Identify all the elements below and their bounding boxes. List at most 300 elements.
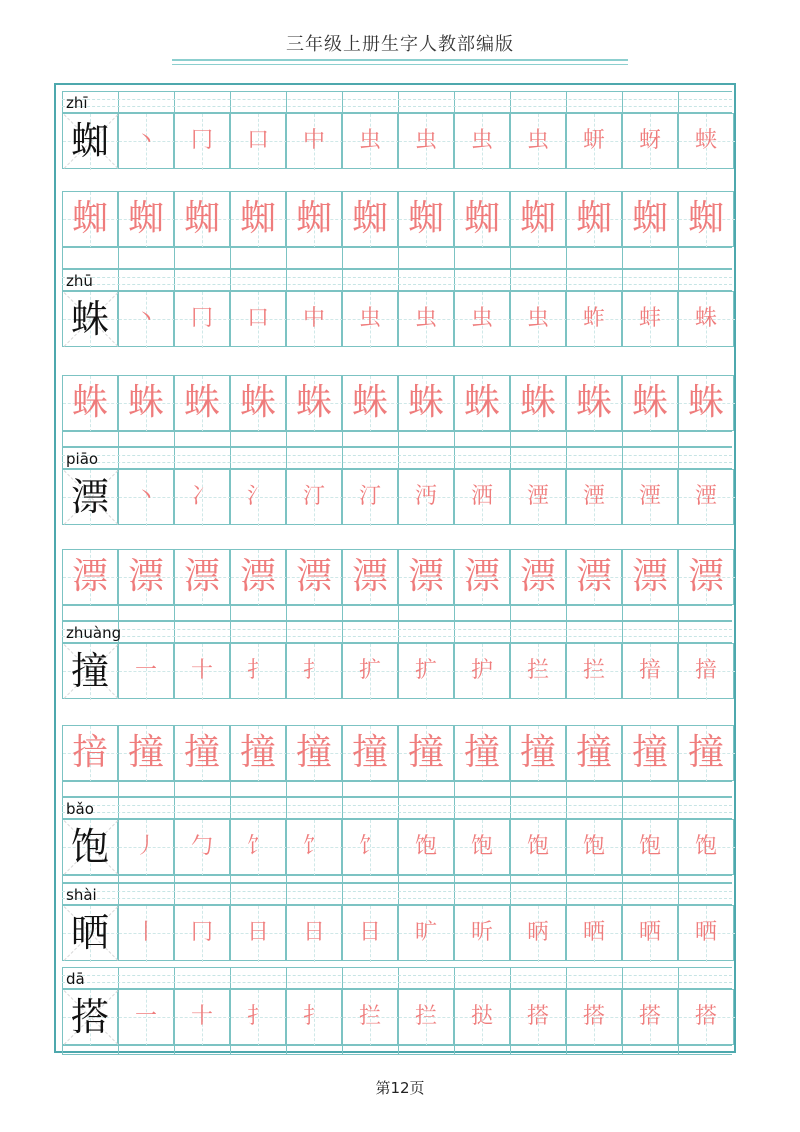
stroke-order-row (62, 113, 732, 169)
trace-character: 日 (358, 920, 381, 945)
stroke-cell (454, 113, 510, 169)
pinyin-row (62, 621, 732, 643)
trace-character: 洒 (470, 484, 493, 509)
trace-character: 沔 (414, 484, 437, 509)
trace-character: 冂 (190, 128, 213, 153)
trace-cell (678, 725, 734, 781)
stroke-cell (230, 905, 286, 961)
stroke-cell (678, 819, 734, 875)
model-character: 撞 (70, 649, 109, 693)
trace-cell (566, 549, 622, 605)
trace-cell (62, 191, 118, 247)
stroke-cell (566, 643, 622, 699)
guide-row (62, 605, 732, 621)
trace-character: 蚜 (638, 128, 661, 153)
trace-cell (566, 191, 622, 247)
worksheet-frame (54, 83, 736, 1053)
trace-character: 扌 (246, 658, 269, 683)
stroke-cell (398, 989, 454, 1045)
stroke-cell (174, 469, 230, 525)
trace-character: 蜘 (127, 198, 164, 239)
stroke-cell (174, 113, 230, 169)
tracing-row (62, 549, 732, 605)
stroke-cell (678, 643, 734, 699)
trace-character: 日 (246, 920, 269, 945)
model-character: 搭 (70, 995, 109, 1039)
stroke-cell (398, 469, 454, 525)
trace-cell (454, 375, 510, 431)
trace-cell (286, 725, 342, 781)
stroke-cell (566, 291, 622, 347)
trace-character: 饱 (414, 834, 437, 859)
stroke-order-row (62, 819, 732, 875)
model-character: 蜘 (70, 119, 109, 163)
stroke-cell (622, 819, 678, 875)
trace-character: 湮 (582, 484, 605, 509)
model-cell (62, 819, 118, 875)
title-divider-thin (172, 64, 628, 65)
trace-character: 漂 (631, 556, 668, 597)
trace-character: 中 (302, 128, 325, 153)
trace-cell (118, 549, 174, 605)
trace-character: 搭 (582, 1004, 605, 1029)
stroke-cell (342, 819, 398, 875)
trace-cell (62, 725, 118, 781)
trace-character: 十 (190, 1004, 213, 1029)
trace-character: 蚈 (582, 128, 605, 153)
trace-character: 蜘 (575, 198, 612, 239)
trace-cell (566, 725, 622, 781)
stroke-order-row (62, 643, 732, 699)
trace-character: 漂 (295, 556, 332, 597)
trace-cell (118, 191, 174, 247)
stroke-cell (398, 113, 454, 169)
trace-character: 汀 (302, 484, 325, 509)
pinyin-row (62, 447, 732, 469)
trace-character: 口 (246, 128, 269, 153)
trace-character: 冂 (190, 920, 213, 945)
trace-cell (342, 725, 398, 781)
trace-character: 搭 (638, 1004, 661, 1029)
trace-character: 扌 (302, 658, 325, 683)
stroke-cell (622, 643, 678, 699)
model-character: 晒 (70, 911, 109, 955)
stroke-cell (398, 643, 454, 699)
stroke-cell (510, 643, 566, 699)
trace-cell (342, 191, 398, 247)
stroke-cell (678, 469, 734, 525)
trace-character: 漂 (239, 556, 276, 597)
trace-character: 拦 (414, 1004, 437, 1029)
guide-row (62, 247, 732, 269)
trace-character: 漂 (127, 556, 164, 597)
stroke-cell (566, 469, 622, 525)
trace-character: 虫 (358, 306, 381, 331)
stroke-cell (230, 819, 286, 875)
trace-character: 蛛 (519, 382, 556, 423)
stroke-cell (342, 643, 398, 699)
trace-character: 撞 (407, 732, 444, 773)
pinyin-label: zhū (66, 272, 93, 290)
stroke-cell (286, 989, 342, 1045)
stroke-cell (342, 469, 398, 525)
trace-character: 虫 (414, 306, 437, 331)
stroke-order-row (62, 989, 732, 1045)
model-character: 饱 (70, 825, 109, 869)
trace-character: 漂 (463, 556, 500, 597)
trace-character: 蛛 (183, 382, 220, 423)
trace-character: 漂 (351, 556, 388, 597)
stroke-cell (622, 469, 678, 525)
trace-character: 撞 (575, 732, 612, 773)
trace-character: 撞 (183, 732, 220, 773)
trace-character: 漂 (687, 556, 724, 597)
trace-character: 勹 (190, 834, 213, 859)
trace-character: 蜘 (71, 198, 108, 239)
trace-cell (622, 375, 678, 431)
trace-character: 漂 (575, 556, 612, 597)
trace-cell (174, 725, 230, 781)
trace-cell (678, 191, 734, 247)
trace-character: 丶 (134, 484, 157, 509)
trace-character: 饣 (358, 834, 381, 859)
trace-cell (510, 191, 566, 247)
trace-character: 日 (302, 920, 325, 945)
stroke-cell (118, 819, 174, 875)
pinyin-row (62, 269, 732, 291)
trace-character: 虫 (470, 128, 493, 153)
stroke-cell (286, 291, 342, 347)
trace-character: 挞 (470, 1004, 493, 1029)
trace-character: 蜘 (295, 198, 332, 239)
stroke-cell (566, 113, 622, 169)
model-cell (62, 905, 118, 961)
stroke-cell (622, 989, 678, 1045)
trace-cell (118, 725, 174, 781)
stroke-cell (230, 469, 286, 525)
stroke-cell (454, 469, 510, 525)
trace-cell (678, 375, 734, 431)
stroke-cell (454, 819, 510, 875)
pinyin-label: zhuàng (66, 624, 122, 642)
trace-character: 口 (246, 306, 269, 331)
stroke-cell (454, 905, 510, 961)
trace-character: 一 (134, 658, 157, 683)
trace-character: 蜘 (183, 198, 220, 239)
trace-character: 撞 (127, 732, 164, 773)
tracing-row (62, 191, 732, 247)
trace-character: 揞 (71, 732, 108, 773)
stroke-order-row (62, 905, 732, 961)
trace-character: 丿 (134, 834, 157, 859)
pinyin-label: shài (66, 886, 97, 904)
stroke-cell (118, 905, 174, 961)
guide-row (62, 1045, 732, 1055)
trace-cell (454, 191, 510, 247)
stroke-cell (230, 291, 286, 347)
trace-cell (398, 549, 454, 605)
trace-character: 蜘 (631, 198, 668, 239)
trace-character: 虫 (526, 128, 549, 153)
trace-cell (174, 191, 230, 247)
trace-cell (678, 549, 734, 605)
stroke-cell (230, 989, 286, 1045)
stroke-cell (118, 469, 174, 525)
stroke-cell (286, 643, 342, 699)
trace-character: 撞 (631, 732, 668, 773)
trace-cell (286, 375, 342, 431)
trace-character: 一 (134, 1004, 157, 1029)
stroke-cell (398, 291, 454, 347)
model-cell (62, 643, 118, 699)
trace-cell (510, 549, 566, 605)
trace-character: 丶 (134, 128, 157, 153)
trace-character: 蛱 (694, 128, 717, 153)
trace-character: 蛛 (239, 382, 276, 423)
trace-cell (174, 375, 230, 431)
trace-cell (342, 549, 398, 605)
trace-character: 饣 (302, 834, 325, 859)
trace-character: 丶 (134, 306, 157, 331)
stroke-cell (286, 113, 342, 169)
trace-cell (286, 191, 342, 247)
trace-character: 漂 (407, 556, 444, 597)
trace-character: 饱 (638, 834, 661, 859)
stroke-cell (174, 819, 230, 875)
trace-cell (398, 725, 454, 781)
stroke-cell (174, 643, 230, 699)
trace-character: 蛛 (351, 382, 388, 423)
stroke-cell (510, 989, 566, 1045)
trace-character: 蜘 (239, 198, 276, 239)
trace-character: 漂 (183, 556, 220, 597)
model-cell (62, 469, 118, 525)
pinyin-row (62, 967, 732, 989)
stroke-cell (510, 905, 566, 961)
stroke-cell (342, 113, 398, 169)
trace-cell (454, 725, 510, 781)
trace-character: 扌 (302, 1004, 325, 1029)
stroke-cell (678, 905, 734, 961)
stroke-cell (622, 291, 678, 347)
trace-character: 湮 (638, 484, 661, 509)
trace-cell (174, 549, 230, 605)
stroke-cell (566, 819, 622, 875)
trace-character: 揞 (638, 658, 661, 683)
stroke-order-row (62, 469, 732, 525)
tracing-row (62, 375, 732, 431)
trace-character: 漂 (71, 556, 108, 597)
trace-cell (342, 375, 398, 431)
stroke-cell (398, 819, 454, 875)
trace-cell (118, 375, 174, 431)
stroke-cell (454, 643, 510, 699)
stroke-cell (566, 989, 622, 1045)
trace-character: 蚌 (638, 306, 661, 331)
trace-character: 晒 (694, 920, 717, 945)
stroke-cell (510, 469, 566, 525)
model-character: 蛛 (70, 297, 109, 341)
stroke-cell (510, 819, 566, 875)
stroke-cell (286, 469, 342, 525)
trace-character: 虫 (470, 306, 493, 331)
trace-cell (62, 375, 118, 431)
trace-character: 搭 (526, 1004, 549, 1029)
trace-character: 蜘 (407, 198, 444, 239)
trace-character: 昕 (470, 920, 493, 945)
pinyin-label: piāo (66, 450, 99, 468)
trace-cell (510, 375, 566, 431)
trace-cell (286, 549, 342, 605)
trace-character: 饱 (526, 834, 549, 859)
stroke-cell (230, 643, 286, 699)
trace-character: 氵 (246, 484, 269, 509)
stroke-cell (398, 905, 454, 961)
trace-character: 揞 (694, 658, 717, 683)
trace-character: 拦 (526, 658, 549, 683)
trace-character: 拦 (358, 1004, 381, 1029)
title-divider (172, 59, 628, 61)
trace-character: 扩 (414, 658, 437, 683)
trace-cell (230, 191, 286, 247)
pinyin-label: dā (66, 970, 85, 988)
trace-character: 汀 (358, 484, 381, 509)
trace-character: 撞 (687, 732, 724, 773)
trace-character: 昞 (526, 920, 549, 945)
stroke-cell (566, 905, 622, 961)
stroke-cell (678, 113, 734, 169)
trace-character: 撞 (295, 732, 332, 773)
trace-character: 蛛 (687, 382, 724, 423)
pinyin-label: bǎo (66, 800, 94, 818)
trace-cell (454, 549, 510, 605)
guide-row (62, 875, 732, 883)
stroke-cell (342, 905, 398, 961)
stroke-cell (174, 989, 230, 1045)
tracing-row (62, 725, 732, 781)
trace-cell (398, 191, 454, 247)
trace-character: 湮 (694, 484, 717, 509)
page-title: 三年级上册生字人教部编版 (286, 34, 514, 55)
trace-character: 撞 (351, 732, 388, 773)
trace-character: 蛛 (463, 382, 500, 423)
stroke-cell (622, 113, 678, 169)
trace-character: 蛛 (631, 382, 668, 423)
model-cell (62, 291, 118, 347)
guide-row (62, 431, 732, 447)
stroke-cell (678, 291, 734, 347)
stroke-order-row (62, 291, 732, 347)
trace-character: 晒 (582, 920, 605, 945)
trace-character: 蛛 (127, 382, 164, 423)
trace-cell (510, 725, 566, 781)
stroke-cell (118, 113, 174, 169)
trace-character: 蜘 (687, 198, 724, 239)
trace-cell (566, 375, 622, 431)
trace-character: 冂 (190, 306, 213, 331)
trace-character: 饱 (582, 834, 605, 859)
trace-character: 虫 (526, 306, 549, 331)
trace-character: 丨 (134, 920, 157, 945)
stroke-cell (174, 291, 230, 347)
trace-character: 蛛 (71, 382, 108, 423)
trace-character: 蜘 (351, 198, 388, 239)
pinyin-row (62, 883, 732, 905)
trace-character: 蛛 (575, 382, 612, 423)
trace-character: 撞 (463, 732, 500, 773)
trace-character: 中 (302, 306, 325, 331)
trace-character: 漂 (519, 556, 556, 597)
model-cell (62, 989, 118, 1045)
stroke-cell (118, 989, 174, 1045)
trace-character: 蛛 (407, 382, 444, 423)
stroke-cell (174, 905, 230, 961)
trace-cell (230, 725, 286, 781)
trace-character: 湮 (526, 484, 549, 509)
trace-character: 扌 (246, 1004, 269, 1029)
trace-character: 蜘 (519, 198, 556, 239)
trace-cell (62, 549, 118, 605)
stroke-cell (118, 643, 174, 699)
trace-character: 饱 (470, 834, 493, 859)
trace-character: 护 (470, 658, 493, 683)
stroke-cell (678, 989, 734, 1045)
trace-character: 虫 (358, 128, 381, 153)
stroke-cell (454, 989, 510, 1045)
pinyin-row (62, 91, 732, 113)
trace-character: 蛛 (694, 306, 717, 331)
trace-character: 冫 (190, 484, 213, 509)
model-character: 漂 (70, 475, 109, 519)
stroke-cell (510, 113, 566, 169)
trace-character: 撞 (519, 732, 556, 773)
guide-row (62, 781, 732, 797)
stroke-cell (118, 291, 174, 347)
trace-cell (622, 549, 678, 605)
trace-character: 饱 (694, 834, 717, 859)
trace-character: 扩 (358, 658, 381, 683)
trace-cell (230, 375, 286, 431)
stroke-cell (230, 113, 286, 169)
stroke-cell (286, 819, 342, 875)
trace-character: 蚱 (582, 306, 605, 331)
stroke-cell (342, 989, 398, 1045)
model-cell (62, 113, 118, 169)
trace-cell (398, 375, 454, 431)
trace-character: 蛛 (295, 382, 332, 423)
trace-character: 十 (190, 658, 213, 683)
page-number: 第12页 (375, 1079, 425, 1097)
trace-character: 旷 (414, 920, 437, 945)
trace-character: 拦 (582, 658, 605, 683)
stroke-cell (510, 291, 566, 347)
trace-character: 搭 (694, 1004, 717, 1029)
trace-character: 虫 (414, 128, 437, 153)
trace-cell (622, 725, 678, 781)
pinyin-label: zhī (66, 94, 88, 112)
trace-character: 饣 (246, 834, 269, 859)
trace-cell (622, 191, 678, 247)
trace-character: 晒 (638, 920, 661, 945)
trace-character: 撞 (239, 732, 276, 773)
trace-cell (230, 549, 286, 605)
stroke-cell (454, 291, 510, 347)
stroke-cell (286, 905, 342, 961)
stroke-cell (342, 291, 398, 347)
trace-character: 蜘 (463, 198, 500, 239)
stroke-cell (622, 905, 678, 961)
pinyin-row (62, 797, 732, 819)
